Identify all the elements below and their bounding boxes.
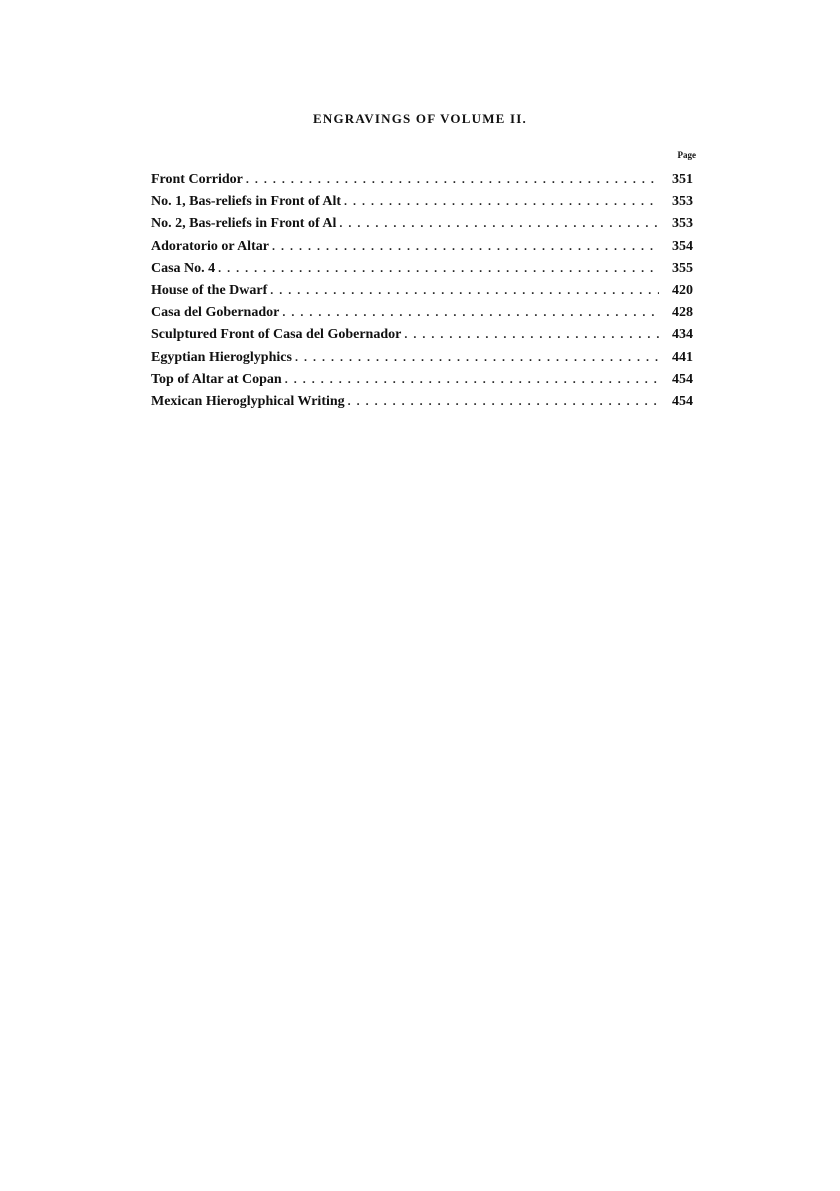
entry-title: Egyptian Hieroglyphics — [151, 349, 292, 365]
entry-page-number: 353 — [672, 194, 693, 210]
dot-leader — [348, 390, 659, 412]
list-item — [151, 346, 693, 368]
entry-page-number: 454 — [672, 393, 693, 409]
dot-leader — [344, 190, 659, 212]
entry-title: No. 1, Bas-reliefs in Front of Alt — [151, 194, 342, 210]
entry-page-number: 351 — [672, 172, 693, 187]
page-title: ENGRAVINGS OF VOLUME II. — [313, 111, 527, 126]
entry-page-number: 353 — [672, 216, 693, 232]
entry-page-number: 441 — [672, 349, 693, 365]
entry-title: No. 2, Bas-reliefs in Front of Al — [151, 216, 337, 232]
dot-leader — [339, 212, 659, 234]
engravings-list — [151, 168, 693, 412]
dot-leader — [282, 301, 659, 323]
entry-title: Adoratorio or Altar — [151, 238, 269, 254]
entry-title: Top of Altar at Copan — [151, 371, 282, 387]
dot-leader — [246, 168, 659, 190]
entry-page-number: 354 — [672, 238, 693, 254]
list-item — [151, 212, 693, 234]
entry-title: Casa No. 4 — [151, 260, 216, 276]
dot-leader — [270, 279, 659, 301]
dot-leader — [295, 346, 659, 368]
entry-title: Sculptured Front of Casa del Gobernador — [151, 327, 402, 343]
list-item — [151, 168, 693, 190]
list-item — [151, 301, 693, 323]
entry-page-number: 420 — [672, 282, 693, 298]
dot-leader — [272, 235, 659, 257]
entry-page-number: 434 — [672, 327, 693, 343]
entry-title: Mexican Hieroglyphical Writing — [151, 393, 345, 409]
list-item — [151, 390, 693, 412]
entry-page-number: 355 — [672, 260, 693, 276]
dot-leader — [218, 257, 659, 279]
entry-page-number: 454 — [672, 371, 693, 387]
list-item — [151, 190, 693, 212]
list-item — [151, 279, 693, 301]
dot-leader — [404, 323, 659, 345]
dot-leader — [285, 368, 659, 390]
list-item — [151, 257, 693, 279]
entry-title: House of the Dwarf — [151, 282, 268, 298]
page-column-label: Page — [677, 150, 696, 160]
list-item — [151, 235, 693, 257]
entry-title: Front Corridor — [151, 172, 243, 187]
list-item — [151, 323, 693, 345]
entry-title: Casa del Gobernador — [151, 305, 280, 321]
entry-page-number: 428 — [672, 305, 693, 321]
list-item — [151, 368, 693, 390]
